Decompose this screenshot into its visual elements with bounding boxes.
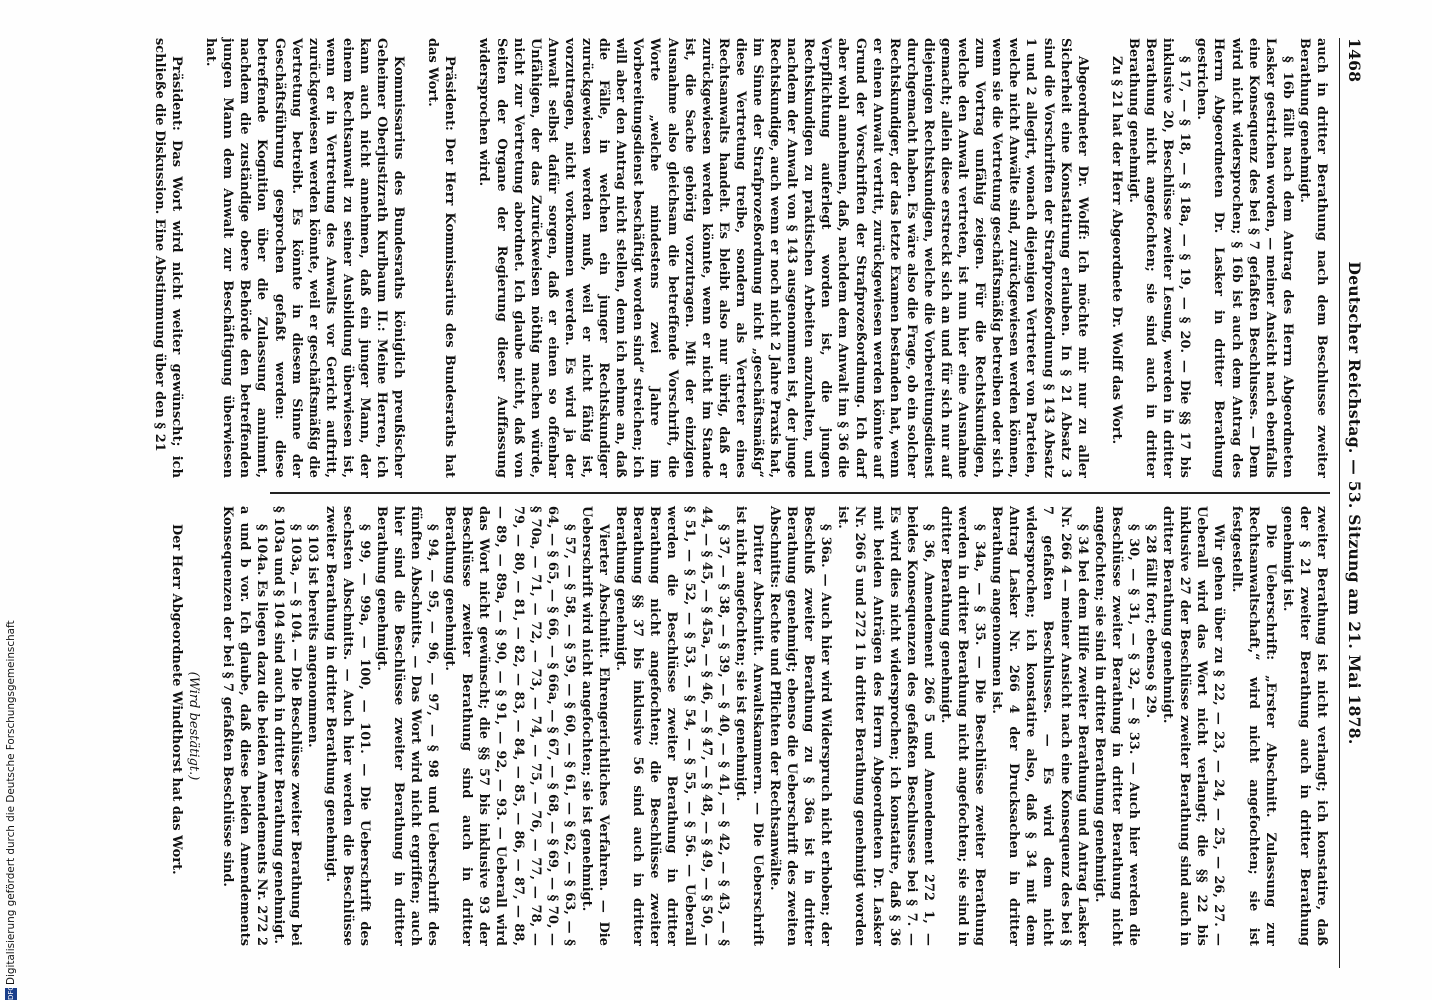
paragraph: § 57, — § 58, — § 59, — § 60, — § 61, — § 62, — § 63, — § 64, — § 65, — § 66, — § 66a, — § 67, — § 68, — § 69, — § 70, — § 70a, — 71, — 72, — 73, — 74, — 75, — 76, — 77, — 78, — 79, — 80, — 81, — 82, — 83, — 84, — 85, — 86, — 87, — 88, — 89, — 89a, — § 90, — § 91, — 92, — 93. — Ueberall wird das Wort nicht gewünscht; die §§ 57 bis inklusive 93 der Beschlüsse zweiter Berathung sind auch in dritter Berathung genehmigt. (442, 506, 577, 946)
paragraph: § 36, Amendement 266 5 und Amendement 272 1, — beides Konsequenzen des gefaßten Beschlusses bei § 7. — Es wird dies nicht widersprochen; ich konstatire, daß § 36 mit beiden Anträgen des Herrn Abgeordneten Dr. Lasker Nr. 266 5 und 272 1 in dritter Berathung genehmigt worden ist. (835, 506, 936, 946)
paragraph: § 34 bei dem Hilfe zweiter Berathung und Antrag Lasker Nr. 266 4 — meiner Ansicht nach eine Konsequenz des bei § 7 gefaßten Beschlusses. — Es wird dem nicht widersprochen; ich konstatire also, daß § 34 mit dem Antrag Lasker Nr. 266 4 der Drucksachen in dritter Berathung angenommen ist. (989, 506, 1090, 946)
page-content (66, 38, 1366, 968)
credit-text: Digitalisierung gefördert durch die Deutsche Forschungsgemeinschaft (5, 620, 17, 985)
paragraph: auch in dritter Berathung nach dem Beschlusse zweiter Berathung genehmigt. (1296, 38, 1329, 478)
right-column (168, 506, 1330, 946)
paragraph: § 30, — § 31, — § 32, — § 33. — Auch hier werden die Beschlüsse zweiter Berathung in dritter Berathung nicht angefochten; sie sind in dritter Berathung genehmigt. (1091, 506, 1141, 946)
text-columns (66, 38, 1330, 968)
paragraph: Dritter Abschnitt. Anwaltskammern. — Die Ueberschrift ist nicht angefochten; sie ist genehmigt. (732, 506, 765, 946)
paragraph: Wir gehen über zu § 22, — 23, — 24, — 25, — 26, 27. — Ueberall wird das Wort nicht verlangt; die §§ 22 bis inklusive 27 der Beschlüsse zweiter Berathung sind auch in dritter Berathung genehmigt. (1160, 506, 1227, 946)
paragraph: § 37, — § 38, — § 39, — § 40, — § 41, — § 42, — § 43, — § 44, — § 45, — § 45a, — § 46, — § 47, — § 48, — § 49, — § 50, — § 51, — § 52, — § 53, — § 54, — § 55, — § 56. — Ueberall werden die Beschlüsse zweiter Berathung in dritter Berathung nicht angefochten; die Beschlüsse zweiter Berathung §§ 37 bis inklusive 56 sind auch in dritter Berathung genehmigt. (613, 506, 731, 946)
paragraph: Vierter Abschnitt. Ehrengerichtliches Verfahren. — Die Ueberschrift wird nicht angefochten; sie ist genehmigt. (578, 506, 612, 946)
paragraph: § 104a. Es liegen dazu die beiden Amendements Nr. 272 2 a und b vor. Ich glaube, daß diese beiden Amendements Konsequenzen der bei § 7 gefaßten Beschlüsse sind. (220, 506, 270, 946)
page-header (1339, 38, 1366, 968)
paragraph: (Wird bestätigt.) (185, 671, 201, 781)
paragraph: § 103a, — § 104. — Die Beschlüsse zweiter Berathung bei § 103a und § 104 sind auch in dritter Berathung genehmigt. (271, 506, 304, 946)
paragraph: Präsident: Der Herr Kommissarius des Bundesraths hat das Wort. (425, 38, 458, 478)
paragraph: § 16b fällt nach dem Antrag des Herrn Abgeordneten Lasker gestrichen worden, — meiner Ansicht nach ebenfalls eine Konsequenz des bei § 7 gefaßten Beschlusses. — Dem wird nicht widersprochen; § 16b ist auch dem Antrag des Herrn Abgeordneten Dr. Lasker in dritter Berathung gestrichen. (1194, 38, 1295, 478)
page-number: 1468 (1345, 38, 1364, 83)
paragraph: Der Herr Abgeordnete Windthorst hat das Wort. (168, 524, 184, 875)
paragraph: Zu § 21 hat der Herr Abgeordnete Dr. Wolff das Wort. (1108, 56, 1124, 445)
paragraph: § 17, — § 18, — § 18a, — § 19, — § 20. — Die §§ 17 bis inklusive 20, Beschlüsse zweiter Lesung, werden in dritter Berathung nicht angefochten; sie sind auch in dritter Berathung genehmigt. (1125, 38, 1193, 478)
paragraph: zweiter Berathung ist nicht verlangt; ich konstatire, daß der § 21 zweiter Berathung auch in dritter Berathung genehmigt ist. (1279, 506, 1329, 946)
dfg-logo-icon: DFG (7, 985, 15, 1000)
paragraph: § 34a, — § 35. — Die Beschlüsse zweiter Berathung werden in dritter Berathung nicht angefochten; sie sind in dritter Berathung genehmigt. (937, 506, 988, 946)
paragraph: § 28 fällt fort; ebenso § 29. (1143, 524, 1159, 719)
running-head: Deutscher Reichstag. — 53. Sitzung am 21. Mai 1878. (1345, 261, 1364, 745)
paragraph: Abgeordneter Dr. Wolff: Ich möchte mir nur zu aller Sicherheit eine Konstatirung erlauben. In § 21 Absatz 3 sind die Vorschriften der Strafprozeßordnung § 143 Absatz 1 und 2 allegirt, wonach diejenigen Vertreter von Parteien, welche nicht Anwälte sind, zurückgewiesen werden können, wenn sie die Vertretung geschäftsmäßig betreiben oder sich zum Vortrag unfähig zeigen. Für die Rechtskundigen, welche den Anwalt vertreten, ist nun hier eine Ausnahme gemacht; allein diese erstreckt sich an und für sich nur auf diejenigen Rechtskundigen, welche die Vorbereitungsdienst durchgemacht haben. Es wäre also die Frage, ob ein solcher Rechtskundiger, der das letzte Examen bestanden hat, wenn er einen Anwalt vertritt, zurückgewiesen werden könnte auf Grund der Vorschriften der Strafprozeßordnung. Ich darf aber wohl annehmen, daß, nachdem dem Anwalt im § 36 die Verpflichtung auferlegt worden ist, die jungen Rechtskundigen zu praktischen Arbeiten anzuhalten, und nachdem der Anwalt von § 143 ausgenommen ist, der junge Rechtskundige, auch wenn er noch nicht 2 Jahre Praxis hat, im Sinne der Strafprozeßordnung nicht „geschäftsmäßig“ diese Vertretung treibe, sondern als Vertreter eines Rechtsanwalts handelt. Es bleibt also nur übrig, daß er zurückgewiesen werden könnte, wenn er nicht im Stande ist, die Sache gehörig vorzutragen. Mit der einzigen Ausnahme also gleichsam die betreffende Vorschrift, die Worte „welche mindestens zwei Jahre im Vorbereitungsdienst beschäftigt worden sind“ streichen; ich will aber den Antrag nicht stellen, denn ich nehme an, daß die Fälle, in welchen ein junger Rechtskundiger zurückgewiesen werden muß, weil er nicht fähig ist, vorzutragen, nicht vorkommen werden. Es wird ja der Anwalt selbst dafür sorgen, daß er einen so offenbar Unfähigen, der das Zurückweisen nöthig machen würde, nicht zur Vertretung abordnet. Ich glaube nicht, daß von Seiten der Organe der Regierung dieser Auffassung widersprochen wird. (476, 38, 1090, 478)
paragraph: § 103 ist bereits angenommen. (305, 524, 321, 748)
paragraph: § 99, — 99a, — 100, — 101. — Die Ueberschrift des sechsten Abschnitts. — Auch hier werden die Beschlüsse zweiter Berathung in dritter Berathung genehmigt. (322, 506, 372, 946)
paragraph: § 36a. — Auch hier wird Widerspruch nicht erhoben; der Beschluß zweiter Berathung zu § 36a ist in dritter Berathung genehmigt; ebenso die Ueberschrift des zweiten Abschnitts: Rechte und Pflichten der Rechtsanwälte. (767, 506, 834, 946)
paragraph: Die Ueberschrift: „Erster Abschnitt. Zulassung zur Rechtsanwaltschaft,“ wird nicht angefochten; sie ist festgestellt. (1228, 506, 1278, 946)
paragraph: § 94, — 95, — 96, — 97, — § 98 und Ueberschrift des fünften Abschnitts. — Das Wort wird nicht ergriffen; auch hier sind die Beschlüsse zweiter Berathung in dritter Berathung genehmigt. (373, 506, 441, 946)
left-column (151, 38, 1330, 478)
column-divider (270, 492, 1330, 494)
digitization-credit (2, 0, 20, 1000)
paragraph: Präsident: Das Wort wird nicht weiter gewünscht; ich schließe die Diskussion. Eine Abstimmung über den § 21 (152, 38, 185, 478)
paragraph: Kommissarius des Bundesraths königlich preußischer Geheimer Oberjustizrath Kurlbaum II.: Meine Herren, ich kann auch nicht annehmen, daß ein junger Mann, der einem Rechtsanwalt zu seiner Ausbildung überwiesen ist, wenn er in Vertretung des Anwalts vor Gericht auftritt, zurückgewiesen werden könnte, weil er geschäftsmäßig die Vertretung betreibt. Es könnte in diesem Sinne der Geschäftsführung gesprochen gefaßt werden: diese betreffende Kognition über die Zulassung annimmt, nachdem die zuständige obere Behörde den betreffenden jungen Mann dem Anwalt zur Beschäftigung überwiesen hat. (203, 38, 407, 478)
